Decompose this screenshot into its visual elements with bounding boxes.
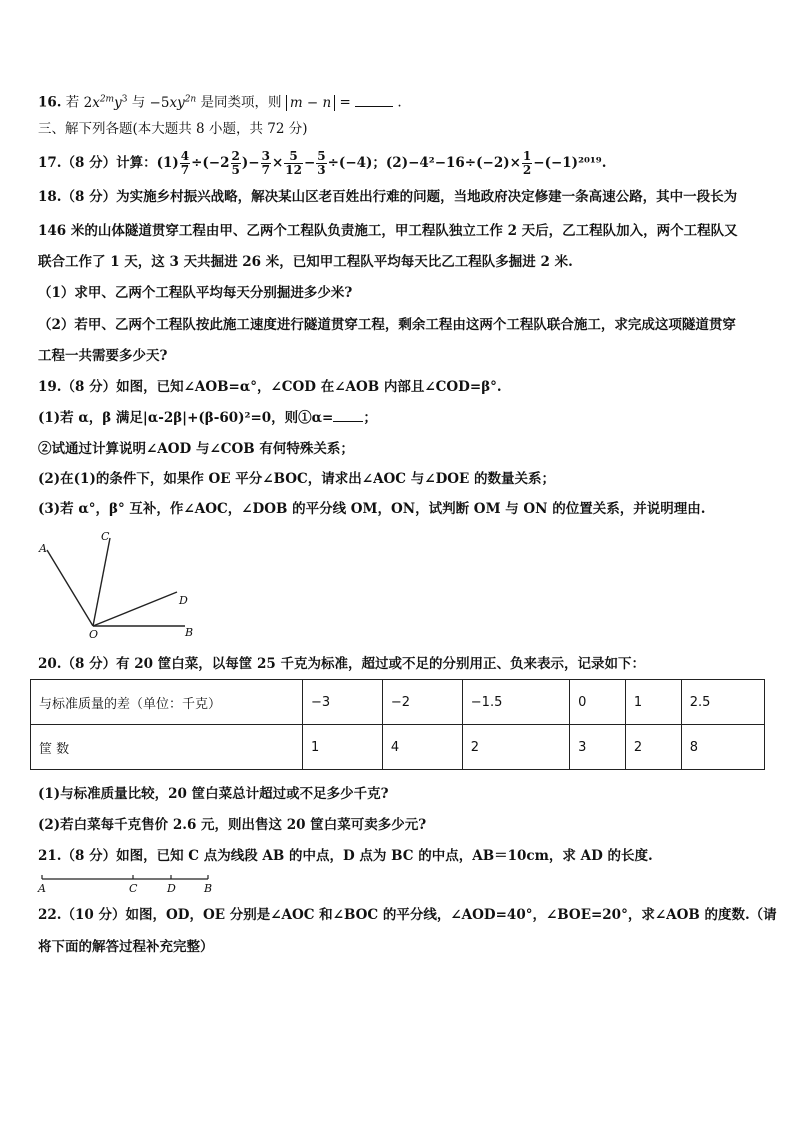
table-cell: −2 [382,680,462,725]
q20-sub1: (1)与标准质量比较，20 筐白菜总计超过或不足多少千克? [38,786,389,802]
table-row [31,725,765,770]
label-d: D [179,594,188,607]
q19-line4: (2)在(1)的条件下，如果作 OE 平分∠BOC，请求出∠AOC 与∠DOE 的数量关系； [38,471,556,487]
label-b: B [204,882,213,895]
q19-line5: (3)若 α°，β° 互补，作∠AOC，∠DOB 的平分线 OM，ON，试判断 OM 与 ON 的位置关系，并说明理由. [38,501,706,517]
label-a: A [38,882,46,895]
record-table [30,679,765,770]
label-c: C [129,882,138,895]
q19-line1: 19.（8 分）如图，已知∠AOB=α°，∠COD 在∠AOB 内部且∠COD=β°. [38,379,502,395]
table-cell: 与标准质量的差（单位：千克） [31,680,303,725]
table-cell: 1 [625,680,681,725]
answer-blank [333,409,363,422]
q17-line: 17.（8 分）计算：(1) $\frac{4}{7}$ ÷(−2 $\frac{2}{5}$ )− $\frac{3}{7}$ × $\frac{5}{12}$ − $\frac{5}{3}$ ÷(−4)；(2)−4²−16÷(−2)× $\frac{1}{2}$ −(−1)²⁰¹⁹. [38,149,607,177]
answer-blank [355,94,393,107]
q20-sub2: (2)若白菜每千克售价 2.6 元，则出售这 20 筐白菜可卖多少元? [38,817,427,833]
q18-sub2a: （2）若甲、乙两个工程队按此施工速度进行隧道贯穿工程，剩余工程由这两个工程队联合施工，求完成这项隧道贯穿 [38,317,736,333]
table-cell: 筐 数 [31,725,303,770]
fraction: $\frac{5}{3}$ [317,149,326,177]
q16-abs: m − n [286,95,335,111]
table-cell: 2.5 [681,680,764,725]
label-a: A [39,542,47,555]
q19-angle-figure [35,530,205,640]
q21-segment-figure [36,870,216,896]
fraction: $\frac{5}{12}$ [285,149,302,177]
q18-line2: 146 米的山体隧道贯穿工程由甲、乙两个工程队负责施工，甲工程队独立工作 2 天后，乙工程队加入，两个工程队又 [38,223,738,239]
table-cell: 0 [570,680,626,725]
ray-oa [47,550,93,626]
label-o: O [89,628,99,640]
q18-line1: 18.（8 分）为实施乡村振兴战略，解决某山区老百姓出行难的问题，当地政府决定修建一条高速公路，其中一段长为 [38,189,738,205]
table-cell: −1.5 [462,680,569,725]
table-cell: −3 [303,680,383,725]
q18-sub1: （1）求甲、乙两个工程队平均每天分别掘进多少米? [38,285,353,301]
label-d: D [167,882,176,895]
fraction: $\frac{2}{5}$ [231,149,240,177]
q22-line1: 22.（10 分）如图，OD，OE 分别是∠AOC 和∠BOC 的平分线，∠AOD=40°，∠BOE=20°，求∠AOB 的度数.（请 [38,907,777,923]
table-cell: 3 [570,725,626,770]
q21-line: 21.（8 分）如图，已知 C 点为线段 AB 的中点，D 点为 BC 的中点，AB＝10cm，求 AD 的长度. [38,848,653,864]
table-cell: 2 [462,725,569,770]
q18-sub2b: 工程一共需要多少天? [38,348,168,364]
fraction: $\frac{1}{2}$ [522,149,532,177]
label-b: B [185,626,194,639]
q16-line: 16. 若 $2x^{2m}y^3$ 与 $-5xy^{2n}$ 是同类项，则 m − n = . [38,94,402,111]
table-row [31,680,765,725]
fraction: $\frac{4}{7}$ [180,149,190,177]
q19-line2: (1)若 α，β 满足|α-2β|+(β-60)²=0，则①α= ； [38,410,377,426]
table-cell: 1 [303,725,383,770]
q19-line3: ②试通过计算说明∠AOD 与∠COB 有何特殊关系； [38,441,354,457]
q16-term1: $2x^{2m}y^3$ [83,94,128,111]
q16-term2: $-5xy^{2n}$ [149,94,197,111]
ray-od [93,592,177,626]
label-c: C [101,530,110,543]
q20-heading: 20.（8 分）有 20 筐白菜，以每筐 25 千克为标准，超过或不足的分别用正、负来表示，记录如下： [38,656,645,672]
section-3-heading: 三、解下列各题(本大题共 8 小题，共 72 分) [38,121,308,137]
table-cell: 8 [681,725,764,770]
q18-line3: 联合工作了 1 天，这 3 天共掘进 26 米，已知甲工程队平均每天比乙工程队多掘进 2 米. [38,254,573,270]
q22-line2: 将下面的解答过程补充完整） [38,939,214,955]
fraction: $\frac{3}{7}$ [261,149,270,177]
table-cell: 2 [625,725,681,770]
table-cell: 4 [382,725,462,770]
ray-oc [93,538,110,626]
